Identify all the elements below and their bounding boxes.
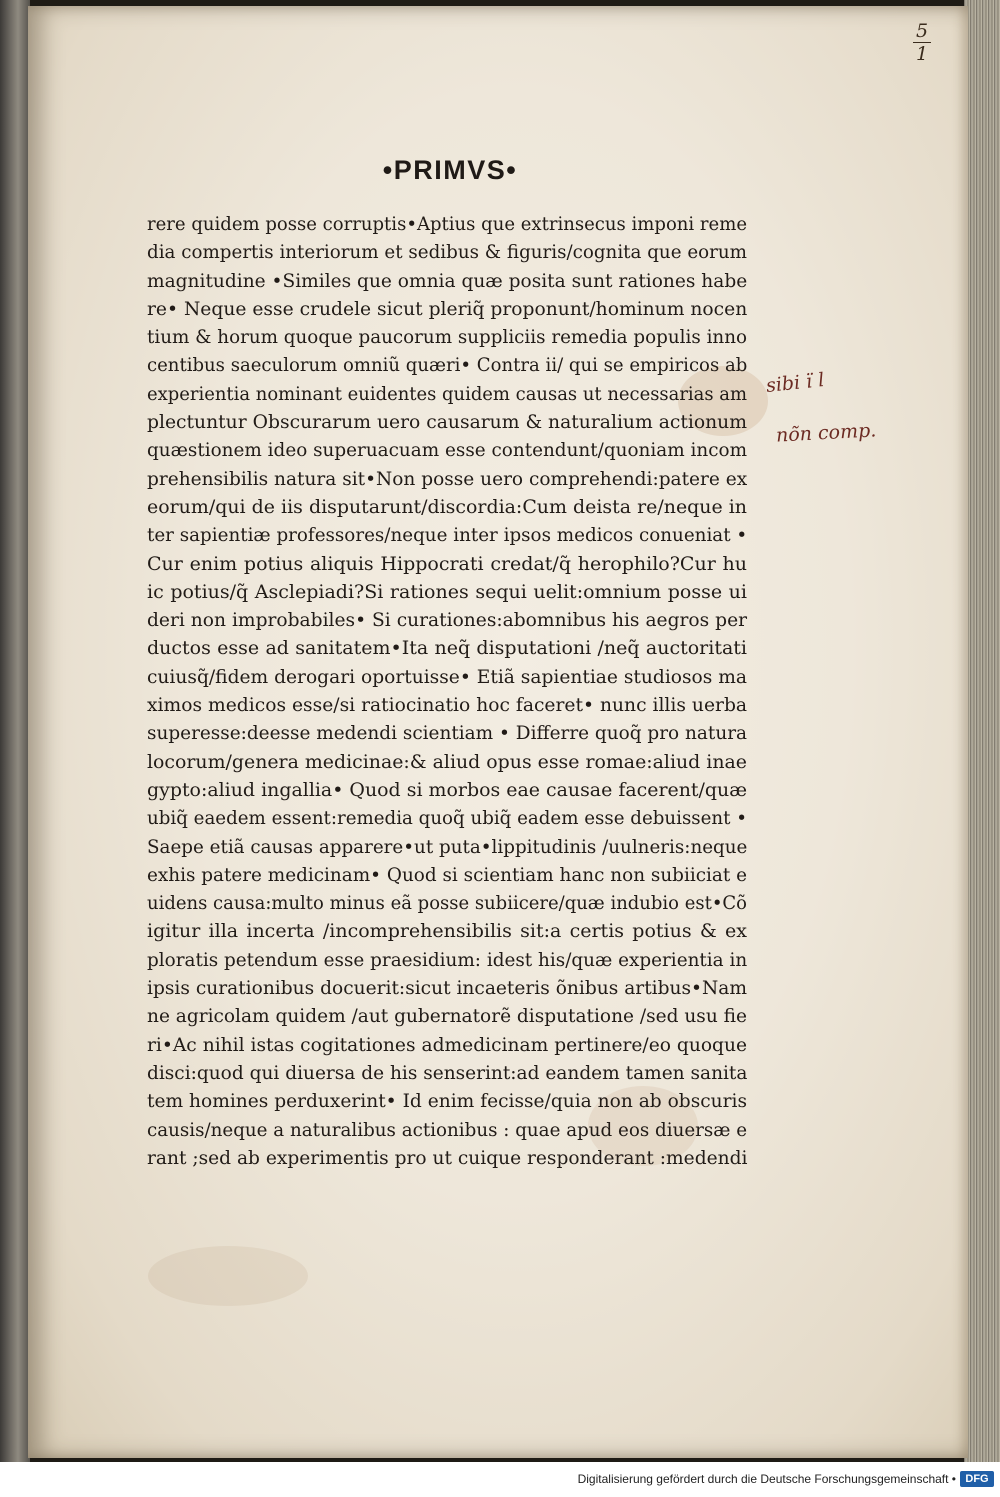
text-line: locorum/genera medicinae:& aliud opus esse romae:aliud inae — [147, 750, 747, 773]
footer-bar — [0, 1462, 1000, 1497]
margin-note: nõn comp. — [775, 419, 877, 447]
text-line: deri non improbabiles• Si curationes:abomnibus his aegros per — [147, 609, 748, 632]
text-line: rere quidem posse corruptis•Aptius que extrinsecus imponi reme — [147, 213, 748, 235]
text-line: exhis patere medicinam• Quod si scientiam hanc non subiiciat e — [147, 863, 747, 886]
folio-number — [905, 20, 939, 68]
text-line: magnitudine •Similes que omnia quæ posita sunt rationes habe — [147, 269, 748, 292]
book-spine-edge — [0, 0, 30, 1462]
text-line: ne agricolam quidem /aut gubernatorẽ disputatione /sed usu fie — [147, 1005, 747, 1028]
text-line: tium & horum quoque paucorum suppliciis remedia populis inno — [147, 326, 748, 349]
text-block — [147, 210, 747, 1172]
running-head: •PRIMVS• — [382, 155, 518, 185]
text-line: experientia nominant euidentes quidem causas ut necessarias am — [147, 382, 748, 405]
text-line: plectuntur Obscurarum uero causarum & naturalium actionum — [147, 411, 747, 434]
text-line: uidens causa:multo minus eã posse subiicere/quæ indubio est•Cõ — [147, 892, 748, 915]
text-line: igitur illa incerta /incomprehensibilis sit:a certis potius & ex — [147, 920, 747, 943]
text-line: ploratis petendum esse praesidium: idest his/quæ experientia in — [147, 948, 748, 971]
text-line: quæstionem ideo superuacuam esse contendunt/quoniam incom — [147, 439, 748, 462]
text-line: Saepe etiã causas apparere•ut puta•lippitudinis /uulneris:neque — [147, 835, 748, 858]
text-line: Cur enim potius aliquis Hippocrati credat/q̃ herophilo?Cur hu — [147, 552, 747, 575]
margin-note: sibi ï l — [765, 369, 826, 397]
text-line: ter sapientiæ professores/neque inter ipsos medicos conueniat • — [147, 524, 748, 547]
text-line: dia compertis interiorum et sedibus & figuris/cognita que eorum — [147, 241, 747, 264]
folio-mark-top: 5 — [915, 20, 929, 42]
text-line: rant ;sed ab experimentis pro ut cuique responderant :medendi — [147, 1146, 748, 1169]
text-line: causis/neque a naturalibus actionibus : quae apud eos diuersæ e — [147, 1118, 748, 1141]
text-line: eorum/qui de iis disputarunt/discordia:Cum deista re/neque in — [147, 495, 748, 518]
foxing-stain — [148, 1246, 308, 1306]
dfg-logo: DFG — [960, 1471, 994, 1487]
page-stack-edge — [964, 0, 1000, 1462]
text-line: ic potius/q̃ Asclepiadi?Si rationes sequi uelit:omnium posse ui — [147, 580, 747, 603]
text-line: re• Neque esse crudele sicut pleriq̃ proponunt/hominum nocen — [147, 297, 748, 320]
text-line: disci:quod qui diuersa de his senserint:ad eandem tamen sanita — [147, 1061, 748, 1084]
folio-mark-bottom: 1 — [915, 43, 929, 65]
text-line: ductos esse ad sanitatem•Ita neq̃ disputationi /neq̃ auctoritati — [147, 637, 747, 660]
text-line: gypto:aliud ingallia• Quod si morbos eae causae facerent/quæ — [147, 778, 748, 801]
text-line: superesse:deesse medendi scientiam • Differre quoq̃ pro natura — [147, 722, 748, 745]
text-line: ximos medicos esse/si ratiocinatio hoc faceret• nunc illis uerba — [147, 694, 748, 717]
text-line: centibus saeculorum omniũ quæri• Contra ii/ qui se empiricos ab — [147, 354, 748, 377]
text-line: ipsis curationibus docuerit:sicut incaeteris õnibus artibus•Nam — [147, 977, 748, 1000]
text-line: prehensibilis natura sit•Non posse uero comprehendi:patere ex — [147, 467, 748, 490]
text-line: ubiq̃ eaedem essent:remedia quoq̃ ubiq̃ eadem esse debuissent • — [147, 807, 748, 830]
text-line: cuiusq̃/fidem derogari oportuisse• Etiã sapientiae studiosos ma — [147, 665, 748, 688]
funding-credit: Digitalisierung gefördert durch die Deutsche Forschungsgemeinschaft • — [577, 1472, 956, 1486]
text-line: tem homines perduxerint• Id enim fecisse/quia non ab obscuris — [147, 1090, 748, 1113]
text-line: ri•Ac nihil istas cogitationes admedicinam pertinere/eo quoque — [147, 1033, 748, 1056]
